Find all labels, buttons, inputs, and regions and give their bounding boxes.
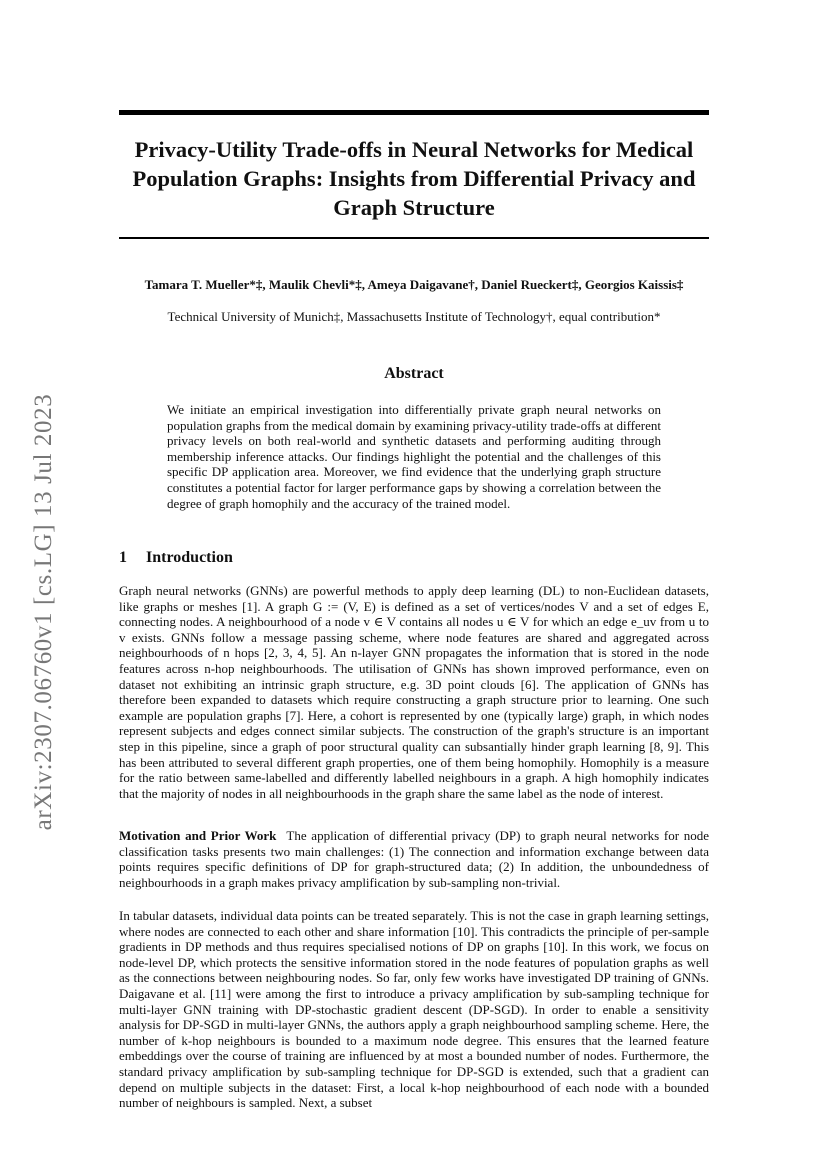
paragraph-text	[119, 828, 709, 890]
author-list: Tamara T. Mueller*‡, Maulik Chevli*‡, Ameya Daigavane†, Daniel Rueckert‡, Georgios Kaissis‡	[144, 277, 684, 292]
paragraph-body: The application of differential privacy (DP) to graph neural networks for node classification tasks presents two main challenges: (1) The connection and information exchange between data points requires specific definitions of DP for graph-structured data; (2) In addition, the unboundedness of neighbourhoods in a graph makes privacy amplification by sub-sampling non-trivial.	[119, 828, 710, 890]
arxiv-identifier: arXiv:2307.06760v1 [cs.LG] 13 Jul 2023	[30, 393, 57, 831]
section-heading	[119, 549, 233, 567]
abstract-heading: Abstract	[384, 365, 444, 382]
paper-title: Privacy-Utility Trade-offs in Neural Networks for Medical Population Graphs: Insights from Differential Privacy and Graph Structure	[132, 137, 696, 220]
section-title: Introduction	[146, 549, 233, 566]
intro-paragraph-1	[119, 583, 709, 801]
title-bottom-rule	[119, 237, 709, 239]
paragraph-text: Graph neural networks (GNNs) are powerful methods to apply deep learning (DL) to non-Euclidean datasets, like graphs or meshes [1]. A graph G := (V, E) is defined as a set of vertices/nodes V and a set of edges E, connecting nodes. A neighbourhood of a node v ∈ V contains all nodes u ∈ V for which an edge e_uv from u to v exists. GNNs follow a message passing scheme, where node features are shared and aggregated across neighbourhoods of n hops [2, 3, 4, 5]. An n-layer GNN propagates the information that is stored in the node features across n-hop neighbourhoods. The utilisation of GNNs has shown improved performance, even on dataset not exhibiting an intrinsic graph structure, e.g. 3D point clouds [6]. The application of GNNs has therefore been expanded to datasets which require constructing a graph structure prior to learning. One such example are population graphs [7]. Here, a cohort is represented by one (typically large) graph, in which nodes represent subjects and edges connect similar subjects. The construction of the graph's structure is an important step in this pipeline, since a graph of poor structural quality can subsantially hinder graph learning [8, 9]. This has been attributed to several different graph properties, one of them being homophily. Homophily is a measure for the ratio between same-labelled and differently labelled neighbours in a graph. A high homophily indicates that the majority of nodes in all neighbourhoods in the graph share the same label as the node of interest.	[119, 583, 709, 801]
intro-paragraph-3	[119, 908, 709, 1111]
affiliations: Technical University of Munich‡, Massachusetts Institute of Technology†, equal contribution*	[167, 309, 661, 324]
title-top-rule	[119, 110, 709, 115]
arxiv-sidebar-stamp	[18, 372, 70, 852]
paragraph-text: In tabular datasets, individual data points can be treated separately. This is not the case in graph learning settings, where nodes are connected to each other and share information [10]. This contradicts the principle of per-sample gradients in DP methods and thus requires specialised notions of DP on graphs [10]. In this work, we focus on node-level DP, which protects the sensitive information stored in the node features of population graphs as well as the connections between neighbouring nodes. So far, only few works have investigated DP training of GNNs. Daigavane et al. [11] were among the first to introduce a privacy amplification by sub-sampling technique for multi-layer GNN training with DP-stochastic gradient descent (DP-SGD). In order to enable a sensitivity analysis for DP-SGD in multi-layer GNNs, the authors apply a graph neighbourhood sampling scheme. Here, the number of k-hop neighbours is bounded to a maximum node degree. This ensures that the learned feature embeddings over the course of training are influenced by at most a bounded number of nodes. Furthermore, the standard privacy amplification by sub-sampling technique for DP-SGD is extended, such that a gradient can depend on multiple subjects in the dataset: First, a local k-hop neighbourhood of each node with a bounded number of neighbours is sampled. Next, a subset	[119, 908, 709, 1111]
section-number: 1	[119, 549, 127, 566]
run-in-heading: Motivation and Prior Work	[119, 828, 277, 843]
abstract-text: We initiate an empirical investigation into differentially private graph neural networks on population graphs from the medical domain by examining privacy-utility trade-offs at different privacy levels on both real-world and synthetic datasets and performing auditing through membership inference attacks. Our findings highlight the potential and the challenges of this specific DP application area. Moreover, we find evidence that the underlying graph structure constitutes a potential factor for larger performance gaps by showing a correlation between the degree of graph homophily and the accuracy of the trained model.	[167, 402, 661, 511]
intro-paragraph-2	[119, 828, 709, 890]
